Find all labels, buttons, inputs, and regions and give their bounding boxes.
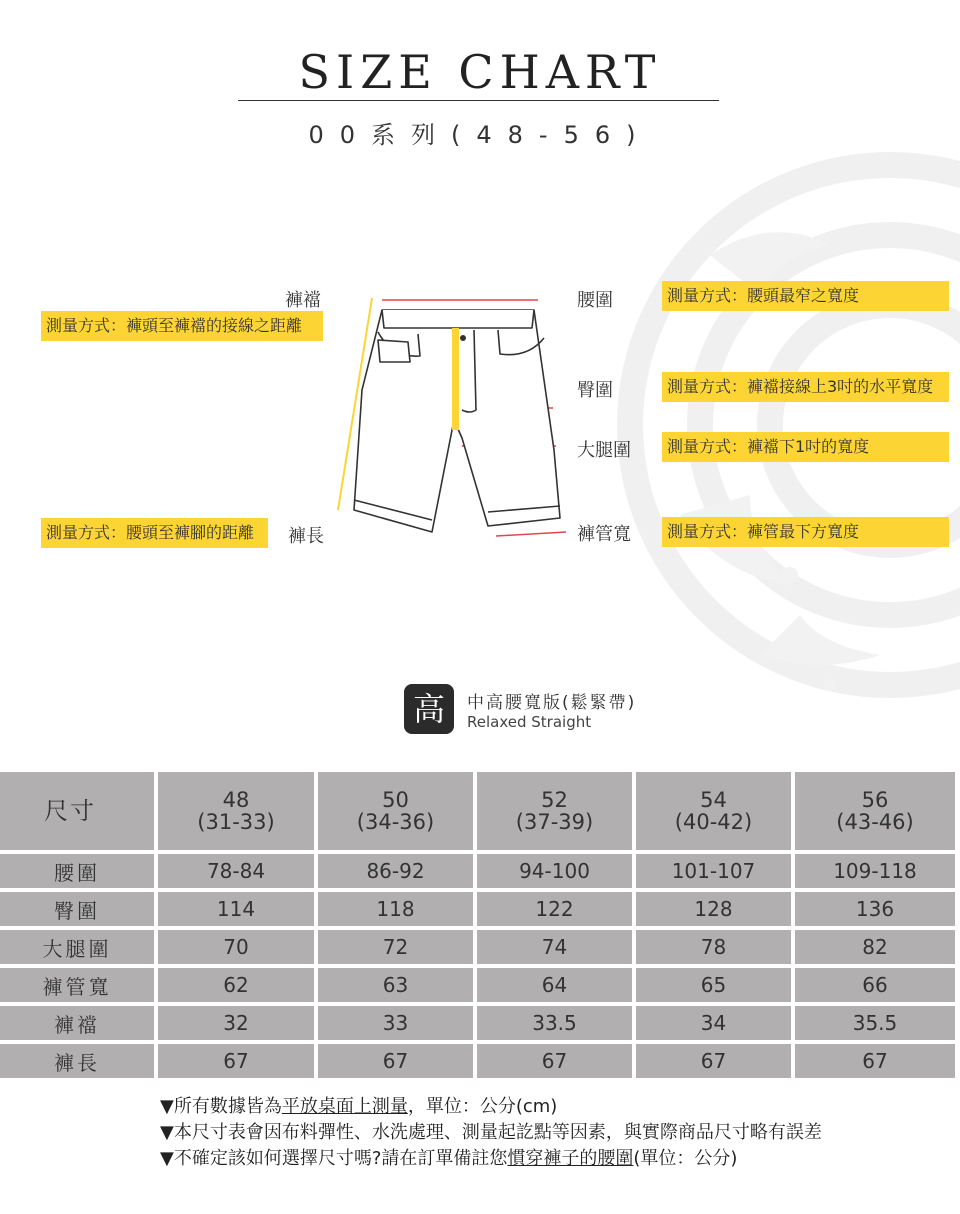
- table-cell: 70: [158, 930, 314, 964]
- table-cell: 114: [158, 892, 314, 926]
- table-cell: 101-107: [636, 854, 791, 888]
- footnotes: [160, 1094, 822, 1172]
- table-cell: 128: [636, 892, 791, 926]
- note-hip: 測量方式：褲襠接線上3吋的水平寬度: [662, 372, 949, 402]
- size-header: [636, 772, 791, 850]
- table-cell: 65: [636, 968, 791, 1002]
- footnote-underlined-text: 慣穿褲子的腰圍: [507, 1148, 634, 1169]
- size-range: (43-46): [836, 810, 914, 834]
- table-cell: 35.5: [795, 1006, 955, 1040]
- table-row: [0, 892, 955, 926]
- table-cell: 78: [636, 930, 791, 964]
- footnote-text: ，單位：公分(cm): [407, 1096, 558, 1117]
- table-cell: 33: [318, 1006, 473, 1040]
- note-length: 測量方式：腰頭至褲腳的距離: [41, 518, 268, 548]
- note-crotch: 測量方式：褲頭至褲襠的接線之距離: [41, 311, 323, 341]
- table-cell: 63: [318, 968, 473, 1002]
- row-label: 褲管寬: [0, 968, 154, 1002]
- size-number: 54: [700, 788, 727, 812]
- footnote-line: [160, 1094, 822, 1120]
- size-header: [158, 772, 314, 850]
- table-cell: 66: [795, 968, 955, 1002]
- note-thigh: 測量方式：褲襠下1吋的寬度: [662, 432, 949, 462]
- size-number: 56: [861, 788, 889, 812]
- label-hip: 臀圍: [577, 380, 613, 401]
- fit-name-cn: 中高腰寬版(鬆緊帶): [467, 693, 637, 713]
- row-label: 大腿圍: [0, 930, 154, 964]
- row-label: 褲長: [0, 1044, 154, 1078]
- note-waist: 測量方式：腰頭最窄之寬度: [662, 281, 949, 311]
- size-range: (34-36): [356, 810, 435, 834]
- label-crotch: 褲襠: [285, 290, 321, 311]
- size-number: 48: [222, 788, 250, 812]
- table-cell: 86-92: [318, 854, 473, 888]
- footnote-text: ▼所有數據皆為: [160, 1096, 282, 1117]
- table-cell: 118: [318, 892, 473, 926]
- table-cell: 67: [477, 1044, 632, 1078]
- table-cell: 78-84: [158, 854, 314, 888]
- size-range: (40-42): [674, 810, 753, 834]
- footnote-line: ▼本尺寸表會因布料彈性、水洗處理、測量起訖點等因素，與實際商品尺寸略有誤差: [160, 1122, 822, 1143]
- size-range: (37-39): [515, 810, 594, 834]
- measurement-diagram: [0, 270, 960, 570]
- table-cell: 64: [477, 968, 632, 1002]
- table-cell: 122: [477, 892, 632, 926]
- footnote-text: ▼不確定該如何選擇尺寸嗎?請在訂單備註您: [160, 1148, 508, 1169]
- size-range: (31-33): [197, 810, 275, 834]
- size-number: 52: [541, 788, 568, 812]
- table-row: [0, 1006, 955, 1040]
- footnote-line: [160, 1146, 822, 1172]
- row-label: 褲襠: [0, 1006, 154, 1040]
- label-length: 褲長: [288, 526, 324, 547]
- label-thigh: 大腿圍: [577, 440, 631, 461]
- table-row: [0, 968, 955, 1002]
- size-table: [0, 768, 959, 1082]
- page-subtitle: 00系列(48-56): [308, 121, 652, 149]
- table-cell: 33.5: [477, 1006, 632, 1040]
- size-header: [795, 772, 955, 850]
- size-header: [477, 772, 632, 850]
- page-title: SIZE CHART: [298, 45, 662, 99]
- table-cell: 34: [636, 1006, 791, 1040]
- table-row: [0, 930, 955, 964]
- table-cell: 32: [158, 1006, 314, 1040]
- footnote-underlined-text: 平放桌面上測量: [281, 1096, 408, 1117]
- table-cell: 82: [795, 930, 955, 964]
- size-number: 50: [382, 788, 409, 812]
- table-row: [0, 854, 955, 888]
- table-cell: 62: [158, 968, 314, 1002]
- table-cell: 72: [318, 930, 473, 964]
- table-cell: 67: [795, 1044, 955, 1078]
- footnote-text: (單位：公分): [633, 1148, 738, 1169]
- table-header-row: [0, 772, 955, 850]
- fit-badge: 高: [404, 684, 454, 734]
- label-waist: 腰圍: [577, 290, 613, 311]
- label-hem: 褲管寬: [577, 524, 631, 545]
- table-cell: 67: [636, 1044, 791, 1078]
- table-cell: 74: [477, 930, 632, 964]
- table-cell: 67: [158, 1044, 314, 1078]
- title-divider: [238, 100, 719, 101]
- row-label: 臀圍: [0, 892, 154, 926]
- note-hem: 測量方式：褲管最下方寬度: [662, 517, 949, 547]
- row-label: 腰圍: [0, 854, 154, 888]
- table-cell: 136: [795, 892, 955, 926]
- table-cell: 109-118: [795, 854, 955, 888]
- table-cell: 67: [318, 1044, 473, 1078]
- table-corner-label: 尺寸: [0, 772, 154, 850]
- table-row: [0, 1044, 955, 1078]
- size-header: [318, 772, 473, 850]
- fit-name-en: Relaxed Straight: [467, 713, 592, 731]
- table-cell: 94-100: [477, 854, 632, 888]
